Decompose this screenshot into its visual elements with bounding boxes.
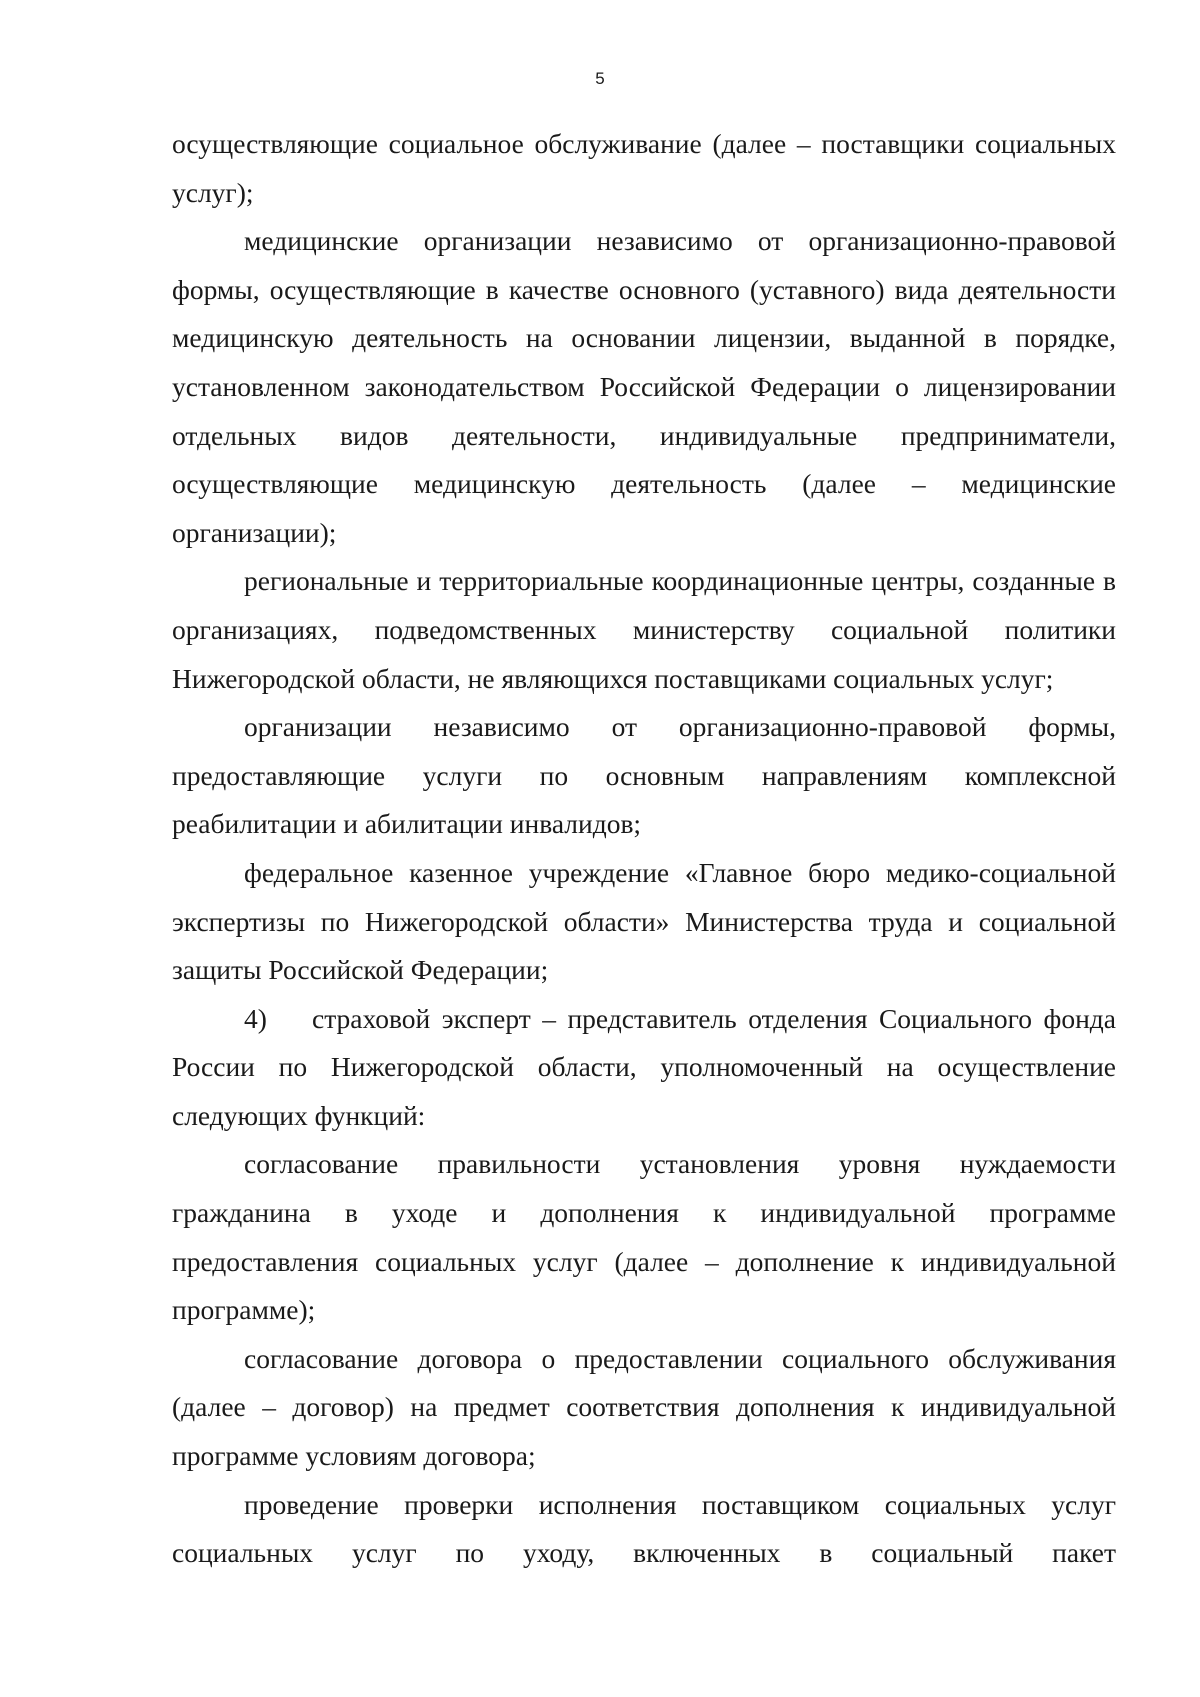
paragraph-medical-organizations: медицинские организации независимо от организационно-правовой формы, осуществляющие в качестве основного (уставного) вида деятельности медицинскую деятельность на основании лицензии, выданной в порядке, установленном законодательством Российской Федерации о лицензировании отдельных видов деятельности, индивидуальные предприниматели, осуществляющие медицинскую деятельность (далее – медицинские организации); [172,225,1116,548]
page-number: 5 [595,69,605,88]
item-number: 4) [244,1002,267,1034]
paragraph-medical-social-expertise: федеральное казенное учреждение «Главное бюро медико-социальной экспертизы по Нижегородской области» Министерства труда и социальной защиты Российской Федерации; [172,856,1116,986]
paragraph-agreement-contract: согласование договора о предоставлении социального обслуживания (далее – договор) на предмет соответствия дополнения к индивидуальной программе условиям договора; [172,1342,1116,1472]
paragraph-rehabilitation-organizations: организации независимо от организационно-правовой формы, предоставляющие услуги по основным направлениям комплексной реабилитации и абилитации инвалидов; [172,711,1116,840]
paragraph-coordination-centers: региональные и территориальные координационные центры, созданные в организациях, подведомственных министерству социальной политики Нижегородской области, не являющихся поставщиками социальных услуг; [172,565,1116,694]
paragraph-verification: проведение проверки исполнения поставщиком социальных услуг социальных услуг по уходу, включенных в социальный пакет [172,1488,1116,1569]
paragraph-providers-definition: осуществляющие социальное обслуживание (далее – поставщики социальных услуг); [172,128,1116,208]
paragraph-insurance-expert [172,995,1116,1141]
item-text: страховой эксперт – представитель отделения Социального фонда России по Нижегородской области, уполномоченный на осуществление следующих функций: [172,1002,1116,1131]
document-body [172,120,1116,1578]
paragraph-agreement-need-level: согласование правильности установления уровня нуждаемости гражданина в уходе и дополнения к индивидуальной программе предоставления социальных услуг (далее – дополнение к индивидуальной программе); [172,1148,1116,1326]
